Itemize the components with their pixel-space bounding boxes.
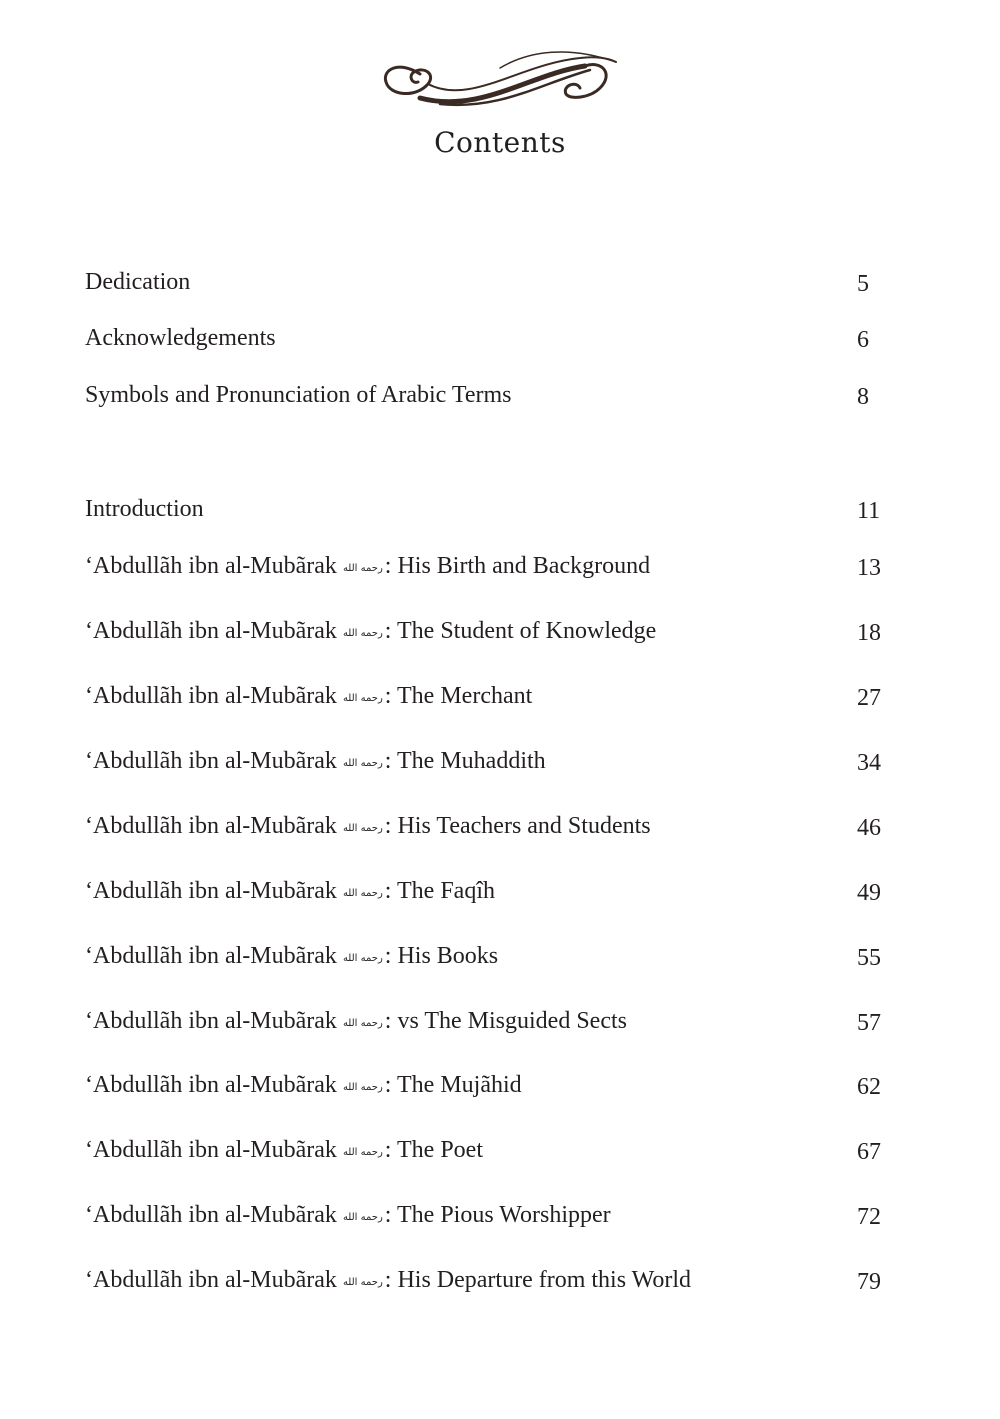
honorific-icon: رحمه الله bbox=[342, 563, 383, 574]
page-title: Contents bbox=[434, 126, 566, 159]
toc-entry-label bbox=[85, 940, 498, 975]
toc-entry-label: Acknowledgements bbox=[85, 325, 276, 351]
toc-entry-symbols[interactable] bbox=[85, 379, 885, 411]
chapter-title: : The Muhaddith bbox=[384, 748, 546, 774]
toc-entry-page-number: 72 bbox=[857, 1204, 881, 1230]
honorific-icon: رحمه الله bbox=[342, 1082, 383, 1093]
honorific-icon: رحمه الله bbox=[342, 628, 383, 639]
chapter-title: : The Faqîh bbox=[384, 878, 495, 904]
chapter-prefix: ‘Abdullãh ibn al-Mubãrak bbox=[85, 878, 337, 904]
honorific-icon: رحمه الله bbox=[342, 888, 383, 899]
chapter-prefix: ‘Abdullãh ibn al-Mubãrak bbox=[85, 618, 337, 644]
chapter-title: : His Teachers and Students bbox=[384, 813, 651, 839]
toc-entry-page-number: 11 bbox=[857, 498, 881, 524]
honorific-icon: رحمه الله bbox=[342, 953, 383, 964]
toc-entry-label bbox=[85, 745, 546, 780]
toc-entry-chapter[interactable] bbox=[85, 940, 885, 972]
chapter-prefix: ‘Abdullãh ibn al-Mubãrak bbox=[85, 1137, 337, 1163]
honorific-icon: رحمه الله bbox=[342, 693, 383, 704]
chapter-prefix: ‘Abdullãh ibn al-Mubãrak bbox=[85, 1267, 337, 1293]
chapter-prefix: ‘Abdullãh ibn al-Mubãrak bbox=[85, 813, 337, 839]
chapter-title: : His Books bbox=[384, 943, 499, 969]
toc-entry-chapter[interactable] bbox=[85, 745, 885, 777]
toc-entry-page-number: 18 bbox=[857, 620, 881, 646]
toc-entry-page-number: 79 bbox=[857, 1269, 881, 1295]
toc-entry-page-number: 13 bbox=[857, 555, 881, 581]
chapter-prefix: ‘Abdullãh ibn al-Mubãrak bbox=[85, 683, 337, 709]
toc-entry-label bbox=[85, 615, 656, 650]
toc-entry-chapter[interactable] bbox=[85, 1134, 885, 1166]
toc-entry-page-number: 8 bbox=[857, 384, 869, 410]
chapter-title: : The Mujãhid bbox=[384, 1072, 522, 1098]
toc-entry-label: Introduction bbox=[85, 496, 204, 522]
toc-entry-label bbox=[85, 1264, 691, 1299]
toc-entry-page-number: 27 bbox=[857, 685, 881, 711]
honorific-icon: رحمه الله bbox=[342, 1147, 383, 1158]
chapter-title: : The Merchant bbox=[384, 683, 533, 709]
chapter-title: : The Pious Worshipper bbox=[384, 1202, 611, 1228]
chapter-prefix: ‘Abdullãh ibn al-Mubãrak bbox=[85, 1072, 337, 1098]
toc-entry-chapter[interactable] bbox=[85, 1069, 885, 1101]
flourish-ornament-icon bbox=[380, 44, 620, 116]
toc-entry-page-number: 49 bbox=[857, 880, 881, 906]
toc-entry-label bbox=[85, 875, 495, 910]
chapter-prefix: ‘Abdullãh ibn al-Mubãrak bbox=[85, 943, 337, 969]
chapter-title: : The Poet bbox=[384, 1137, 483, 1163]
chapter-title: : The Student of Knowledge bbox=[384, 618, 657, 644]
toc-entry-dedication[interactable] bbox=[85, 266, 885, 298]
toc-entry-label bbox=[85, 1069, 522, 1104]
toc-entry-label bbox=[85, 1199, 611, 1234]
honorific-icon: رحمه الله bbox=[342, 823, 383, 834]
toc-entry-page-number: 67 bbox=[857, 1139, 881, 1165]
toc-entry-introduction[interactable] bbox=[85, 493, 885, 525]
toc-entry-label bbox=[85, 550, 650, 585]
honorific-icon: رحمه الله bbox=[342, 1212, 383, 1223]
chapter-prefix: ‘Abdullãh ibn al-Mubãrak bbox=[85, 748, 337, 774]
toc-entry-label bbox=[85, 1134, 483, 1169]
toc-entry-label bbox=[85, 810, 651, 845]
toc-entry-chapter[interactable] bbox=[85, 810, 885, 842]
toc-entry-page-number: 57 bbox=[857, 1010, 881, 1036]
chapter-prefix: ‘Abdullãh ibn al-Mubãrak bbox=[85, 1202, 337, 1228]
chapter-prefix: ‘Abdullãh ibn al-Mubãrak bbox=[85, 1008, 337, 1034]
toc-entry-page-number: 46 bbox=[857, 815, 881, 841]
chapter-title: : His Departure from this World bbox=[384, 1267, 692, 1293]
toc-entry-chapter[interactable] bbox=[85, 1005, 885, 1037]
honorific-icon: رحمه الله bbox=[342, 1018, 383, 1029]
chapter-prefix: ‘Abdullãh ibn al-Mubãrak bbox=[85, 553, 337, 579]
toc-entry-chapter[interactable] bbox=[85, 1264, 885, 1296]
toc-entry-chapter[interactable] bbox=[85, 875, 885, 907]
toc-entry-label: Symbols and Pronunciation of Arabic Terms bbox=[85, 382, 512, 408]
toc-entry-page-number: 5 bbox=[857, 271, 869, 297]
toc-entry-chapter[interactable] bbox=[85, 680, 885, 712]
toc-entry-page-number: 34 bbox=[857, 750, 881, 776]
honorific-icon: رحمه الله bbox=[342, 1277, 383, 1288]
chapter-title: : vs The Misguided Sects bbox=[384, 1008, 627, 1034]
toc-entry-label bbox=[85, 680, 532, 715]
toc-entry-acknowledgements[interactable] bbox=[85, 322, 885, 354]
toc-entry-chapter[interactable] bbox=[85, 615, 885, 647]
chapter-title: : His Birth and Background bbox=[384, 553, 651, 579]
toc-entry-chapter[interactable] bbox=[85, 1199, 885, 1231]
toc-entry-chapter[interactable] bbox=[85, 550, 885, 582]
toc-entry-page-number: 6 bbox=[857, 327, 869, 353]
honorific-icon: رحمه الله bbox=[342, 758, 383, 769]
toc-entry-page-number: 62 bbox=[857, 1074, 881, 1100]
toc-entry-label bbox=[85, 1005, 627, 1040]
toc-entry-label: Dedication bbox=[85, 269, 191, 295]
toc-entry-page-number: 55 bbox=[857, 945, 881, 971]
